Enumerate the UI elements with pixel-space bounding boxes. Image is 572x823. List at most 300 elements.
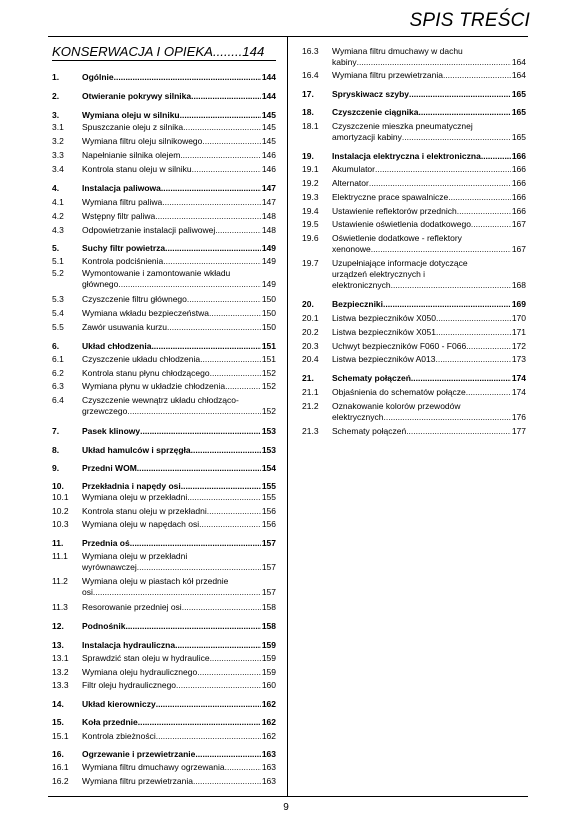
toc-entry-title: Napełnianie silnika olejem <box>82 150 181 160</box>
toc-entry-title: Oświetlenie dodatkowe - reflektory <box>332 233 462 243</box>
toc-entry[interactable] <box>52 481 276 492</box>
toc-entry[interactable] <box>302 354 526 365</box>
toc-entry-number: 16.3 <box>302 46 319 56</box>
toc-dot-leader <box>215 225 261 236</box>
toc-entry[interactable] <box>52 640 276 651</box>
toc-entry-number: 15. <box>52 717 64 727</box>
toc-entry[interactable] <box>52 653 276 664</box>
toc-entry[interactable] <box>52 122 276 133</box>
toc-entry-number: 10. <box>52 481 64 491</box>
toc-entry-number: 11.1 <box>52 551 68 561</box>
toc-entry-page: 146 <box>261 164 276 174</box>
toc-entry[interactable] <box>52 731 276 742</box>
toc-entry[interactable] <box>52 576 276 598</box>
toc-entry-page: 162 <box>261 717 276 727</box>
toc-entry[interactable] <box>302 313 526 324</box>
toc-entry-page: 174 <box>511 387 526 397</box>
toc-entry-title: Wymiana oleju w piastach kół przednie <box>82 576 229 586</box>
toc-entry[interactable] <box>302 401 526 423</box>
toc-dot-leader <box>176 680 261 691</box>
toc-dot-leader <box>187 492 261 503</box>
toc-dot-leader <box>156 731 261 742</box>
toc-entry-number: 4. <box>52 183 60 193</box>
toc-entry-title: Wymiana oleju w przekładni <box>82 492 188 502</box>
toc-entry-title: Uzupełniające informacje dotyczące <box>332 258 468 268</box>
toc-entry[interactable] <box>52 717 276 728</box>
toc-entry[interactable] <box>52 368 276 379</box>
toc-entry-number: 19.1 <box>302 164 319 174</box>
toc-entry-page: 163 <box>261 762 276 772</box>
toc-entry-page: 163 <box>261 776 276 786</box>
toc-entry-page: 150 <box>261 308 276 318</box>
toc-entry-title: Wymiana płynu w układzie chłodzenia <box>82 381 226 391</box>
toc-entry-number: 16.1 <box>52 762 69 772</box>
toc-entry-title: Przednia oś <box>82 538 130 548</box>
toc-entry-title: Listwa bezpieczników X050 <box>332 313 436 323</box>
toc-entry-page: 162 <box>261 699 276 709</box>
toc-entry-page: 158 <box>261 621 276 631</box>
toc-entry[interactable] <box>52 602 276 613</box>
toc-entry-page: 151 <box>261 341 276 351</box>
toc-entry-page: 147 <box>261 183 276 193</box>
toc-entry-number: 1. <box>52 72 60 82</box>
toc-dot-leader <box>443 70 511 81</box>
toc-dot-leader <box>200 354 261 365</box>
toc-entry-number: 3.1 <box>52 122 64 132</box>
toc-entry[interactable] <box>52 445 276 456</box>
toc-entry-page: 147 <box>261 197 276 207</box>
toc-entry-page: 157 <box>261 538 276 548</box>
toc-entry[interactable] <box>52 256 276 267</box>
toc-entry-title: Przedni WOM <box>82 463 137 473</box>
toc-entry-page: 156 <box>261 519 276 529</box>
toc-entry-number: 19.4 <box>302 206 319 216</box>
toc-entry-title: Wymontowanie i zamontowanie wkładu <box>82 268 231 278</box>
toc-entry[interactable] <box>302 219 526 230</box>
toc-entry[interactable] <box>52 667 276 678</box>
toc-entry-number: 11.3 <box>52 602 68 612</box>
toc-dot-leader <box>409 89 511 100</box>
toc-entry-page: 149 <box>261 243 276 253</box>
toc-entry[interactable] <box>302 299 526 310</box>
page-header-title: SPIS TREŚCI <box>409 10 530 31</box>
toc-entry[interactable] <box>52 354 276 365</box>
toc-entry[interactable] <box>52 197 276 208</box>
toc-entry-title: Schematy połączeń <box>332 426 407 436</box>
toc-entry-page: 151 <box>261 354 276 364</box>
toc-dot-leader <box>180 150 261 161</box>
toc-dot-leader <box>195 749 260 760</box>
toc-entry-number: 19.5 <box>302 219 319 229</box>
toc-entry-title: Czyszczenie ciągnika <box>332 107 419 117</box>
toc-dot-leader <box>175 640 261 651</box>
toc-entry-number: 21.1 <box>302 387 319 397</box>
toc-dot-leader <box>93 587 261 598</box>
toc-entry[interactable] <box>52 150 276 161</box>
toc-dot-leader <box>127 406 260 417</box>
toc-entry-title: Kontrola stanu oleju w silniku <box>82 164 192 174</box>
toc-entry-title: urządzeń elektrycznych i <box>332 269 426 280</box>
toc-entry-number: 7. <box>52 426 60 436</box>
toc-entry-page: 176 <box>511 412 526 423</box>
toc-entry[interactable] <box>52 72 276 83</box>
toc-entry-number: 13.3 <box>52 680 69 690</box>
toc-dot-leader <box>210 653 261 664</box>
toc-entry-number: 17. <box>302 89 314 99</box>
toc-entry-title: Wymiana oleju w napędach osi <box>82 519 200 529</box>
toc-entry-number: 13.2 <box>52 667 69 677</box>
toc-entry[interactable] <box>52 463 276 474</box>
toc-entry-title: Sprawdzić stan oleju w hydraulice <box>82 653 210 663</box>
toc-entry[interactable] <box>52 381 276 392</box>
toc-entry-number: 20.4 <box>302 354 319 364</box>
toc-dot-leader <box>156 699 261 710</box>
toc-entry-page: 145 <box>261 136 276 146</box>
toc-entry-title: Filtr oleju hydraulicznego <box>82 680 177 690</box>
toc-entry-title: Bezpieczniki <box>332 299 384 309</box>
toc-dot-leader <box>209 308 261 319</box>
toc-entry-page: 150 <box>261 294 276 304</box>
toc-entry-page: 171 <box>511 327 526 337</box>
toc-dot-leader <box>155 211 261 222</box>
toc-entry-title: Wymiana oleju w silniku <box>82 110 180 120</box>
toc-dot-leader <box>418 107 510 118</box>
toc-entry-title: Wymiana oleju w przekładni <box>82 551 188 561</box>
toc-dot-leader <box>411 373 511 384</box>
toc-dot-leader <box>481 151 511 162</box>
toc-entry-number: 10.3 <box>52 519 69 529</box>
toc-entry[interactable] <box>52 268 276 290</box>
toc-entry[interactable] <box>302 327 526 338</box>
toc-entry[interactable] <box>52 762 276 773</box>
toc-entry-number: 6.1 <box>52 354 64 364</box>
column-divider <box>287 36 288 796</box>
toc-entry[interactable] <box>52 749 276 760</box>
toc-entry-number: 19. <box>302 151 314 161</box>
toc-entry-title: Koła przednie <box>82 717 138 727</box>
toc-dot-leader <box>163 256 261 267</box>
toc-entry-title: grzewczego <box>82 406 128 417</box>
toc-entry-number: 3.2 <box>52 136 64 146</box>
toc-dot-leader <box>165 243 261 254</box>
toc-entry-number: 11. <box>52 538 64 548</box>
toc-dot-leader <box>114 72 261 83</box>
toc-entry-number: 3.3 <box>52 150 64 160</box>
toc-entry[interactable] <box>52 183 276 194</box>
toc-dot-leader <box>181 481 261 492</box>
toc-entry-title: Czyszczenie wewnątrz układu chłodząco- <box>82 395 239 405</box>
toc-entry-page: 152 <box>261 368 276 378</box>
toc-entry-title: Elektryczne prace spawalnicze <box>332 192 449 202</box>
toc-entry-page: 173 <box>511 354 526 364</box>
toc-entry[interactable] <box>52 492 276 503</box>
toc-entry[interactable] <box>302 107 526 118</box>
toc-entry-number: 2. <box>52 91 60 101</box>
toc-entry-number: 21.3 <box>302 426 319 436</box>
toc-entry-number: 14. <box>52 699 64 709</box>
toc-entry-title: Suchy filtr powietrza <box>82 243 166 253</box>
toc-entry-title: Czyszczenie filtru głównego <box>82 294 187 304</box>
toc-entry-page: 144 <box>261 72 276 82</box>
toc-entry-title: Instalacja elektryczna i elektroniczna <box>332 151 481 161</box>
toc-entry-title: Wymiana filtru dmuchawy w dachu <box>332 46 463 56</box>
toc-entry-number: 20.1 <box>302 313 319 323</box>
toc-entry-number: 8. <box>52 445 60 455</box>
toc-entry-number: 19.6 <box>302 233 319 243</box>
toc-entry-title: Czyszczenie mieszka pneumatycznej <box>332 121 473 131</box>
toc-entry-page: 145 <box>261 122 276 132</box>
toc-entry-title: osi <box>82 587 93 598</box>
toc-entry-title: Ogrzewanie i przewietrzanie <box>82 749 196 759</box>
toc-entry[interactable] <box>52 322 276 333</box>
toc-dot-leader <box>391 280 511 291</box>
toc-entry-title: kabiny <box>332 57 357 68</box>
toc-entry-page: 168 <box>511 280 526 291</box>
toc-entry-page: 165 <box>511 132 526 143</box>
toc-entry-number: 20. <box>302 299 314 309</box>
toc-entry[interactable] <box>302 206 526 217</box>
toc-dot-leader <box>225 381 261 392</box>
toc-entry-title: Otwieranie pokrywy silnika <box>82 91 192 101</box>
toc-entry[interactable] <box>302 164 526 175</box>
toc-entry-title: Oznakowanie kolorów przewodów <box>332 401 461 411</box>
toc-dot-leader <box>138 717 261 728</box>
toc-entry-number: 4.2 <box>52 211 64 221</box>
toc-entry-number: 20.3 <box>302 341 319 351</box>
toc-entry-title: elektronicznych <box>332 280 391 291</box>
toc-entry-page: 164 <box>511 57 526 68</box>
toc-entry[interactable] <box>52 136 276 147</box>
toc-entry-number: 12. <box>52 621 64 631</box>
toc-entry-title: Wymiana filtru przewietrzania <box>82 776 193 786</box>
toc-entry-number: 18. <box>302 107 314 117</box>
toc-entry-title: Alternator <box>332 178 369 188</box>
toc-entry-number: 5.1 <box>52 256 64 266</box>
toc-entry[interactable] <box>302 341 526 352</box>
toc-entry-page: 160 <box>261 680 276 690</box>
toc-entry-page: 146 <box>261 150 276 160</box>
toc-entry[interactable] <box>52 308 276 319</box>
toc-entry-title: Spuszczanie oleju z silnika <box>82 122 184 132</box>
toc-entry-page: 153 <box>261 426 276 436</box>
toc-entry-title: Układ kierowniczy <box>82 699 156 709</box>
toc-entry[interactable] <box>302 151 526 162</box>
toc-entry[interactable] <box>52 551 276 573</box>
toc-entry[interactable] <box>302 46 526 68</box>
toc-dot-leader <box>191 91 261 102</box>
toc-entry-title: Listwa bezpieczników X051 <box>332 327 436 337</box>
toc-entry-page: 172 <box>511 341 526 351</box>
toc-entry[interactable] <box>302 233 526 255</box>
toc-entry-title: Czyszczenie układu chłodzenia <box>82 354 201 364</box>
toc-entry[interactable] <box>302 89 526 100</box>
toc-dot-leader <box>406 426 511 437</box>
toc-entry-number: 20.2 <box>302 327 319 337</box>
toc-entry-number: 4.3 <box>52 225 64 235</box>
toc-entry-title: Resorowanie przedniej osi <box>82 602 182 612</box>
toc-entry[interactable] <box>52 243 276 254</box>
toc-entry-number: 19.2 <box>302 178 319 188</box>
toc-entry[interactable] <box>52 426 276 437</box>
toc-dot-leader <box>193 776 261 787</box>
toc-entry-title: Ogólnie <box>82 72 114 82</box>
toc-entry-page: 167 <box>511 219 526 229</box>
toc-entry-number: 16.4 <box>302 70 319 80</box>
toc-entry-title: Kontrola stanu płynu chłodzącego <box>82 368 210 378</box>
toc-dot-leader <box>197 667 261 678</box>
toc-dot-leader <box>161 183 261 194</box>
toc-entry[interactable] <box>302 258 526 292</box>
toc-entry[interactable] <box>52 506 276 517</box>
toc-dot-leader <box>192 164 261 175</box>
toc-entry-number: 5.5 <box>52 322 64 332</box>
toc-dot-leader <box>191 445 261 456</box>
toc-entry-number: 3.4 <box>52 164 64 174</box>
toc-entry-page: 153 <box>261 445 276 455</box>
toc-dot-leader <box>448 192 511 203</box>
toc-entry-page: 165 <box>511 89 526 99</box>
toc-dot-leader <box>371 244 511 255</box>
toc-entry[interactable] <box>52 211 276 222</box>
toc-entry[interactable] <box>302 387 526 398</box>
toc-entry-number: 4.1 <box>52 197 64 207</box>
toc-entry[interactable] <box>52 294 276 305</box>
toc-entry-title: Spryskiwacz szyby <box>332 89 410 99</box>
toc-entry-page: 169 <box>511 299 526 309</box>
page-number: 9 <box>283 802 289 813</box>
toc-entry-title: Wymiana filtru przewietrzania <box>332 70 443 80</box>
toc-dot-leader <box>369 178 511 189</box>
toc-entry-number: 16. <box>52 749 64 759</box>
toc-entry-page: 149 <box>261 256 276 266</box>
toc-entry[interactable] <box>52 776 276 787</box>
toc-entry-title: Uchwyt bezpieczników F060 - F066 <box>332 341 467 351</box>
toc-entry-page: 155 <box>261 492 276 502</box>
toc-dot-leader <box>137 463 261 474</box>
toc-entry-page: 166 <box>511 192 526 202</box>
toc-entry-title: Wymiana wkładu bezpieczeństwa <box>82 308 210 318</box>
toc-entry[interactable] <box>52 538 276 549</box>
toc-dot-leader <box>151 341 260 352</box>
toc-entry-number: 21.2 <box>302 401 319 411</box>
toc-entry-title: Listwa bezpieczników A013 <box>332 354 436 364</box>
toc-entry-title: Wymiana oleju hydraulicznego <box>82 667 198 677</box>
toc-entry-title: Kontrola zbieżności <box>82 731 156 741</box>
toc-entry-page: 177 <box>511 426 526 436</box>
toc-entry-page: 148 <box>261 211 276 221</box>
toc-dot-leader <box>357 57 511 68</box>
toc-entry-number: 21. <box>302 373 314 383</box>
toc-dot-leader <box>183 122 261 133</box>
toc-entry-page: 157 <box>261 562 276 573</box>
toc-dot-leader <box>436 313 511 324</box>
toc-entry-page: 152 <box>261 381 276 391</box>
toc-entry-title: xenonowe <box>332 244 371 255</box>
toc-dot-leader <box>140 426 261 437</box>
toc-entry[interactable] <box>52 519 276 530</box>
toc-entry-page: 163 <box>261 749 276 759</box>
toc-entry-title: Układ chłodzenia <box>82 341 152 351</box>
toc-entry[interactable] <box>52 680 276 691</box>
toc-entry-title: Instalacja paliwowa <box>82 183 161 193</box>
toc-entry[interactable] <box>52 110 276 121</box>
toc-dot-leader <box>207 506 261 517</box>
toc-entry[interactable] <box>302 192 526 203</box>
toc-entry-page: 164 <box>511 70 526 80</box>
toc-entry-page: 159 <box>261 640 276 650</box>
toc-entry-number: 15.1 <box>52 731 69 741</box>
toc-entry-page: 158 <box>261 602 276 612</box>
toc-entry[interactable] <box>302 373 526 384</box>
toc-entry-page: 152 <box>261 406 276 417</box>
toc-entry[interactable] <box>302 70 526 81</box>
toc-entry[interactable] <box>302 121 526 143</box>
toc-entry-title: Wstępny filtr paliwa <box>82 211 156 221</box>
toc-dot-leader <box>466 387 511 398</box>
toc-entry-number: 6.4 <box>52 395 64 405</box>
toc-entry[interactable] <box>52 164 276 175</box>
toc-entry-number: 6. <box>52 341 60 351</box>
toc-entry-title: Podnośnik <box>82 621 126 631</box>
toc-entry-number: 19.3 <box>302 192 319 202</box>
toc-entry[interactable] <box>52 225 276 236</box>
toc-entry-number: 13.1 <box>52 653 69 663</box>
toc-entry-page: 166 <box>511 164 526 174</box>
toc-dot-leader <box>435 354 510 365</box>
header-rule <box>48 36 528 37</box>
toc-entry[interactable] <box>52 621 276 632</box>
toc-entry[interactable] <box>302 426 526 437</box>
toc-entry[interactable] <box>52 341 276 352</box>
toc-entry-page: 156 <box>261 506 276 516</box>
toc-dot-leader <box>187 294 261 305</box>
toc-entry[interactable] <box>302 178 526 189</box>
toc-entry-title: wyrównawczej <box>82 562 137 573</box>
toc-entry-page: 159 <box>261 653 276 663</box>
toc-entry-page: 170 <box>511 313 526 323</box>
toc-entry-title: Schematy połączeń <box>332 373 411 383</box>
toc-entry-page: 148 <box>261 225 276 235</box>
toc-dot-leader <box>202 136 260 147</box>
toc-entry-number: 16.2 <box>52 776 69 786</box>
toc-entry-number: 5.4 <box>52 308 64 318</box>
toc-dot-leader <box>118 279 260 290</box>
toc-dot-leader <box>471 219 511 230</box>
toc-dot-leader <box>162 197 261 208</box>
toc-entry-title: Wymiana filtru dmuchawy ogrzewania <box>82 762 225 772</box>
toc-entry-title: amortyzacji kabiny <box>332 132 402 143</box>
toc-entry[interactable] <box>52 395 276 417</box>
toc-entry-title: Kontrola podciśnienia <box>82 256 164 266</box>
toc-entry-number: 3. <box>52 110 60 120</box>
toc-entry-page: 145 <box>261 110 276 120</box>
toc-entry-number: 13. <box>52 640 64 650</box>
toc-dot-leader <box>384 412 511 423</box>
toc-dot-leader <box>180 110 261 121</box>
toc-entry-page: 166 <box>511 151 526 161</box>
toc-dot-leader <box>457 206 511 217</box>
toc-dot-leader <box>436 327 511 338</box>
toc-entry-page: 167 <box>511 244 526 255</box>
toc-entry-title: Odpowietrzanie instalacji paliwowej <box>82 225 216 235</box>
toc-entry[interactable] <box>52 699 276 710</box>
toc-entry-title: Przekładnia i napędy osi <box>82 481 181 491</box>
toc-dot-leader <box>182 602 261 613</box>
toc-entry-page: 155 <box>261 481 276 491</box>
toc-entry-number: 5.3 <box>52 294 64 304</box>
toc-entry[interactable] <box>52 91 276 102</box>
toc-entry-title: Wymiana filtru oleju silnikowego <box>82 136 203 146</box>
